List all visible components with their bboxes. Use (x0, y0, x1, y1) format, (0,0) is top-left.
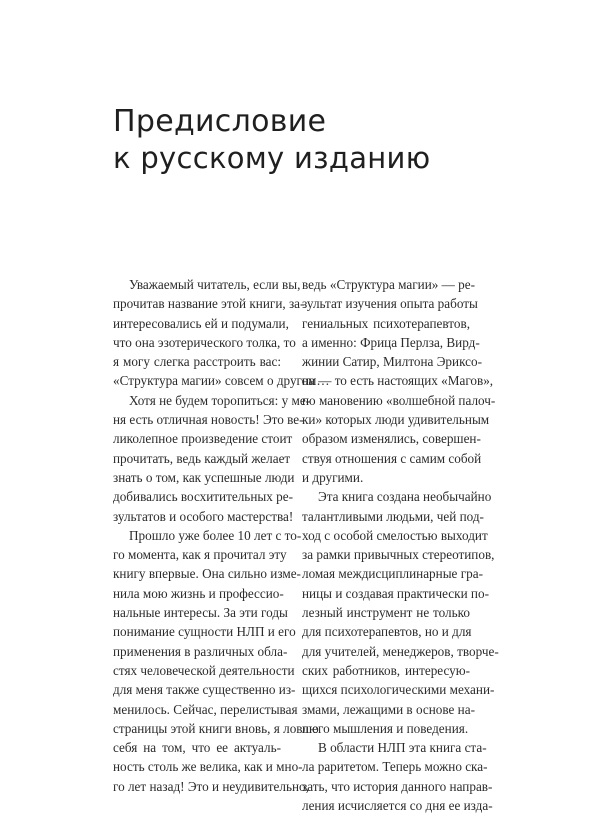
text-line: я могу слегка расстроить вас: (113, 354, 281, 370)
text-line: ведь «Структура магии» — ре- (302, 277, 476, 292)
text-line: знать о том, как успешные люди (113, 469, 295, 485)
text-line: го лет назад! Это и неудивительно, (113, 778, 309, 794)
text-line: зать, что история данного направ- (302, 778, 493, 794)
text-line: ломая междисциплинарные гра- (302, 566, 483, 582)
text-line: прочитать, ведь каждый желает (113, 450, 291, 466)
text-line: ня есть отличная новость! Это ве- (113, 412, 304, 428)
text-line: Хотя не будем торопиться: у ме- (129, 392, 311, 408)
text-line: добивались восхитительных ре- (113, 489, 293, 505)
text-line: ликолепное произведение стоит (113, 431, 293, 447)
chapter-title-line-2: к русскому изданию (113, 141, 431, 175)
chapter-title (113, 104, 430, 176)
text-line: понимание сущности НЛП и его (113, 624, 296, 640)
chapter-title-line-1: Предисловие (113, 104, 327, 139)
text-line: гениальных психотерапевтов, (302, 315, 470, 331)
text-line: для психотерапевтов, но и для (302, 624, 472, 640)
text-line: ницы и создавая практически по- (302, 585, 489, 601)
text-line: для учителей, менеджеров, творче- (302, 643, 499, 659)
text-line: страницы этой книги вновь, я ловлю (113, 720, 319, 736)
text-line: применения в различных обла- (113, 643, 288, 659)
text-line: нила мою жизнь и профессио- (113, 585, 284, 601)
text-line: В области НЛП эта книга ста- (318, 740, 487, 756)
text-column-left (113, 275, 330, 796)
text-line: го момента, как я прочитал эту (113, 547, 287, 563)
text-line: себя на том, что ее актуаль- (113, 740, 281, 756)
text-line: по мановению «волшебной палоч- (302, 392, 496, 408)
text-line: для меня также существенно из- (113, 682, 296, 698)
text-line: ность столь же велика, как и мно- (113, 759, 303, 775)
text-line: ла раритетом. Теперь можно ска- (302, 759, 488, 775)
text-line: образом изменялись, совершен- (302, 431, 481, 447)
text-line: шего мышления и поведения. (302, 720, 469, 736)
text-line: и другими. (302, 469, 364, 485)
text-line: талантливыми людьми, чей под- (302, 508, 484, 524)
text-line: на — то есть настоящих «Магов», (302, 373, 494, 389)
text-line: ход с особой смелостью выходит (302, 527, 488, 543)
text-line: Эта книга создана необычайно (318, 489, 492, 505)
text-line: лезный инструмент не только (302, 605, 470, 621)
text-line: менилось. Сейчас, перелистывая (113, 701, 298, 717)
text-line: Уважаемый читатель, если вы, (129, 277, 301, 292)
text-line: ки» которых люди удивительным (302, 412, 490, 428)
text-column-right (302, 275, 499, 815)
text-line: щихся психологическими механи- (302, 682, 495, 698)
text-line: за рамки привычных стереотипов, (302, 547, 495, 563)
text-line: Прошло уже более 10 лет с то- (129, 527, 302, 543)
text-line: нальные интересы. За эти годы (113, 605, 288, 621)
text-line: ления исчисляется со дня ее изда- (302, 798, 493, 814)
text-line: прочитав название этой книги, за- (113, 296, 305, 312)
text-line: интересовались ей и подумали, (113, 315, 289, 331)
text-line: что она эзотерического толка, то (113, 334, 296, 350)
text-line: а именно: Фрица Перлза, Вирд- (302, 334, 480, 350)
text-line: «Структура магии» совсем о другом… (113, 373, 330, 389)
text-line: зультатов и особого мастерства! (113, 508, 294, 524)
text-line: книгу впервые. Она сильно изме- (113, 566, 301, 582)
text-line: змами, лежащими в основе на- (302, 701, 475, 717)
text-line: ских работников, интересую- (302, 662, 470, 678)
text-line: ствуя отношения с самим собой (302, 450, 482, 466)
text-line: зультат изучения опыта работы (302, 296, 478, 312)
text-line: стях человеческой деятельности (113, 662, 295, 678)
text-line: жинии Сатир, Милтона Эриксо- (302, 354, 482, 370)
